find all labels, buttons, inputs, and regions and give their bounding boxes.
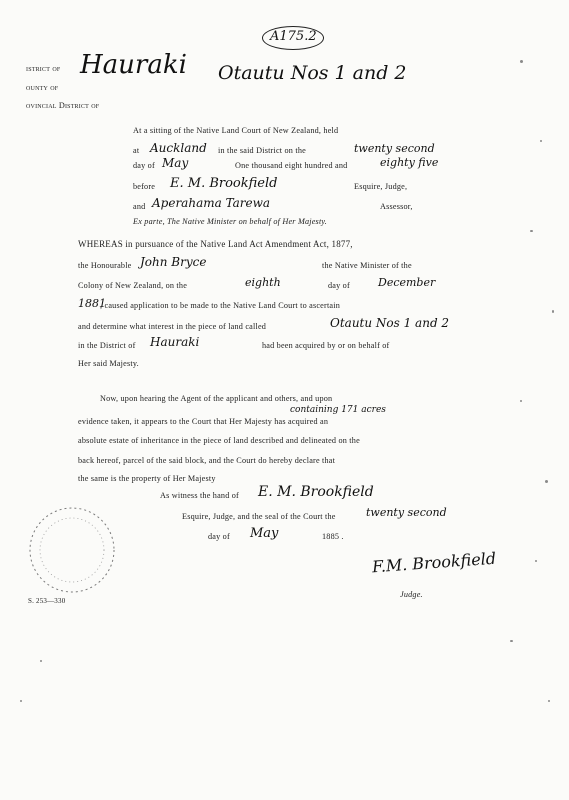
hearing-insert: containing 171 acres	[290, 405, 386, 415]
sitting-line-2b: in the said District on the	[218, 146, 306, 155]
whereas-line-3b: day of	[328, 281, 350, 290]
sitting-line-2a: at	[133, 146, 140, 155]
whereas-line-5a: and determine what interest in the piece of land called	[78, 322, 267, 331]
hearing-line-2: evidence taken, it appears to the Court that Her Majesty has acquired an	[78, 417, 329, 426]
form-number: S. 253—330	[28, 597, 66, 605]
sitting-day: twenty second	[354, 142, 435, 155]
label-county: ounty of	[26, 83, 59, 92]
reference-number: A175.2	[270, 29, 317, 44]
hearing-line-4: back hereof, parcel of the said block, and the Court do hereby declare that	[78, 456, 336, 465]
witness-day: twenty second	[366, 506, 447, 519]
sitting-place: Auckland	[150, 141, 207, 155]
judge-name: E. M. Brookfield	[170, 176, 278, 191]
whereas-line-3a: Colony of New Zealand, on the	[78, 281, 188, 290]
hearing-line-1: Now, upon hearing the Agent of the applicant and others, and upon	[100, 394, 333, 403]
whereas-line-6b: had been acquired by or on behalf of	[262, 341, 390, 350]
witness-line-3b: 1885 .	[322, 532, 344, 541]
whereas-block: Otautu Nos 1 and 2	[330, 316, 450, 330]
whereas-district: Hauraki	[150, 335, 200, 349]
judge-signature: F.M. Brookfield	[371, 548, 497, 577]
whereas-line-6a: in the District of	[78, 341, 136, 350]
whereas-line-2a: the Honourable	[78, 261, 132, 270]
sitting-line-3a: day of	[133, 161, 155, 170]
whereas-line-4: , caused application to be made to the Native Land Court to ascertain	[100, 301, 341, 310]
district-name: Hauraki	[80, 50, 187, 80]
witness-line-3a: day of	[208, 532, 230, 541]
hearing-line-5: the same is the property of Her Majesty	[78, 474, 216, 483]
sitting-month: May	[162, 156, 189, 170]
sitting-line-6: Ex parte, The Native Minister on behalf of Her Majesty.	[133, 217, 328, 226]
whereas-line-7: Her said Majesty.	[78, 359, 139, 368]
whereas-month: December	[378, 276, 436, 289]
sitting-line-3b: One thousand eight hundred and	[235, 161, 348, 170]
whereas-line-2b: the Native Minister of the	[322, 261, 412, 270]
witness-line-2a: Esquire, Judge, and the seal of the Court the	[182, 512, 336, 521]
whereas-line-1: WHEREAS in pursuance of the Native Land Act Amendment Act, 1877,	[78, 239, 353, 249]
sitting-line-5a: and	[133, 202, 146, 211]
whereas-day: eighth	[245, 276, 281, 289]
witness-line-1a: As witness the hand of	[160, 491, 239, 500]
sitting-line-1: At a sitting of the Native Land Court of New Zealand, held	[133, 126, 339, 135]
sitting-line-4a: before	[133, 182, 156, 191]
minister-name: John Bryce	[140, 255, 207, 269]
witness-month: May	[250, 526, 279, 541]
hearing-line-3: absolute estate of inheritance in the piece of land described and delineated on the	[78, 436, 360, 445]
assessor-name: Aperahama Tarewa	[152, 196, 271, 210]
label-district: istrict of	[26, 64, 61, 73]
block-name: Otautu Nos 1 and 2	[218, 62, 407, 84]
sitting-line-5b: Assessor,	[380, 202, 413, 211]
signature-title: Judge.	[400, 590, 423, 599]
label-provincial-district: ovincial District of	[26, 101, 100, 110]
witness-judge: E. M. Brookfield	[258, 484, 374, 500]
whereas-year: 1881	[78, 297, 106, 310]
sitting-line-4b: Esquire, Judge,	[354, 182, 408, 191]
sitting-year: eighty five	[380, 156, 439, 169]
court-seal	[22, 495, 122, 605]
